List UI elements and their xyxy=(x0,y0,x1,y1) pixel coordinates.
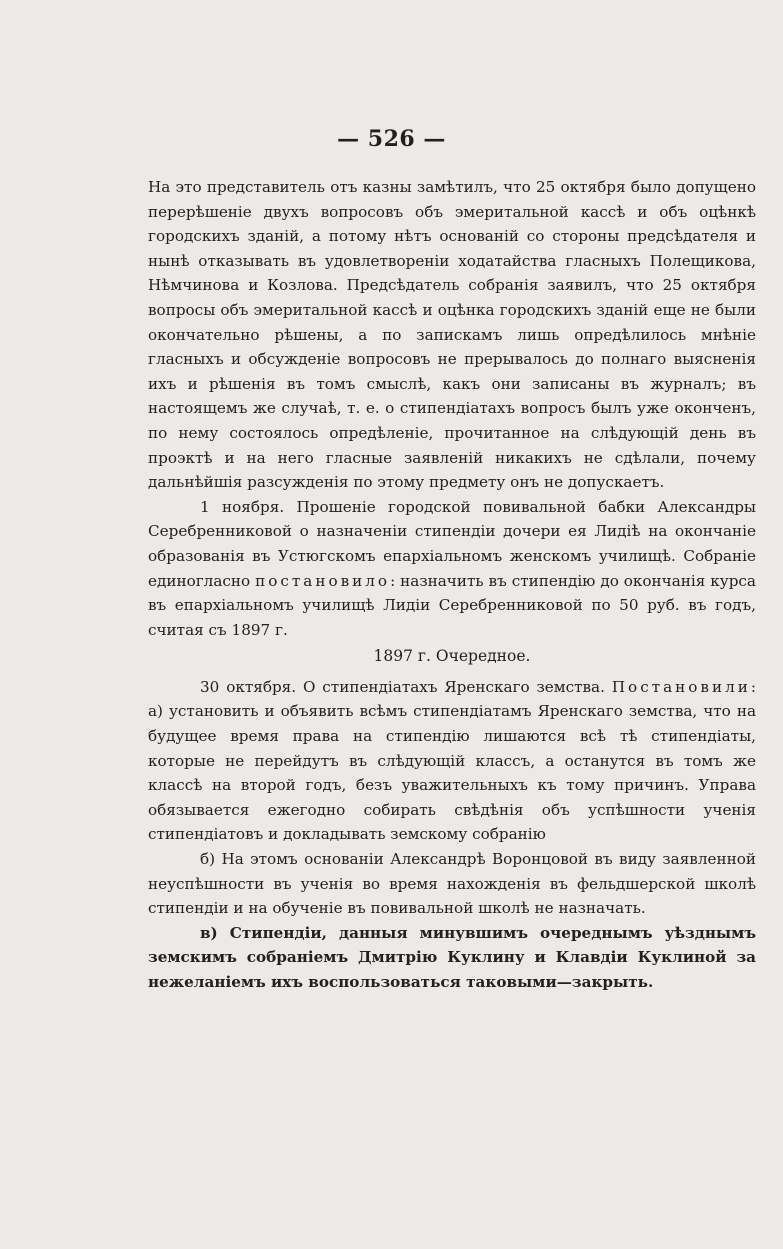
page-body xyxy=(148,175,756,995)
entry-date: 30 октября. xyxy=(200,677,297,696)
resolution-word: Постановили xyxy=(611,677,751,696)
resolution-word: постановило xyxy=(255,571,391,590)
entry-text: : назначить въ стипендію до окончанія курса въ епархіальномъ училищѣ Лидіи Серебренниковой по 50 руб. въ годъ, считая съ 1897 г. xyxy=(148,571,756,639)
paragraph-representative-remark: На это представитель отъ казны замѣтилъ, что 25 октября было допущено перерѣшеніе двухъ вопросовъ объ эмеритальной кассѣ и объ оцѣнкѣ городскихъ зданій, а потому нѣтъ основаній со стороны предсѣдателя и нынѣ отказывать въ удовлетвореніи ходатайства гласныхъ Полещикова, Нѣмчинова и Козлова. Предсѣдатель собранія заявилъ, что 25 октября вопросы объ эмеритальной кассѣ и оцѣнка городскихъ зданій еще не были окончательно рѣшены, а по запискамъ лишь опредѣлилось мнѣніе гласныхъ и обсужденіе вопросовъ не прерывалось до полнаго выясненія ихъ и рѣшенія въ томъ смыслѣ, какъ они записаны въ журналъ; въ настоящемъ же случаѣ, т. е. о стипендіатахъ вопросъ былъ уже оконченъ, по нему состоялось опредѣленіе, прочитанное на слѣдующій день въ проэктѣ и на него гласные заявленій никакихъ не сдѣлали, почему дальнѣйшія разсужденія по этому предмету онъ не допускаетъ. xyxy=(148,178,756,492)
paragraph-item-v: в) Стипендіи, данныя минувшимъ очереднымъ уѣзднымъ земскимъ собраніемъ Дмитрію Куклину и Клавдіи Куклиной за нежеланіемъ ихъ воспользоваться таковыми—закрыть. xyxy=(148,923,756,991)
entry-text: Прошеніе городской повивальной бабки Александры Серебренниковой о назначеніи стипендіи дочери ея Лидіѣ на окончаніе образованія въ Устюгскомъ епархіальномъ женскомъ училищѣ. Собраніе единогласно xyxy=(148,497,756,590)
paragraph-item-b: б) На этомъ основаніи Александрѣ Воронцовой въ виду заявленной неуспѣшности въ ученія во время нахожденія въ фельдшерской школѣ стипендіи и на обученіе въ повивальной школѣ не назначать. xyxy=(148,850,756,918)
page-number: — 526 — xyxy=(337,126,446,152)
entry-text: О стипендіатахъ Яренскаго земства. xyxy=(296,677,612,696)
session-heading: 1897 г. Очередное. xyxy=(373,647,531,666)
entry-text: : а) установить и объявить всѣмъ стипендіатамъ Яренскаго земства, что на будущее время права на стипендію лишаются всѣ тѣ стипендіаты, которые не перейдутъ въ слѣдующій классъ, а останутся въ томъ же классѣ на второй годъ, безъ уважительныхъ къ тому причинъ. Управа обязывается ежегодно собирать свѣдѣнія объ успѣшности ученія стипендіатовъ и докладывать земскому собранію xyxy=(148,677,756,844)
paragraph-november-1 xyxy=(148,495,756,643)
paragraph-october-30 xyxy=(148,675,756,847)
entry-date: 1 ноября. xyxy=(200,497,285,516)
